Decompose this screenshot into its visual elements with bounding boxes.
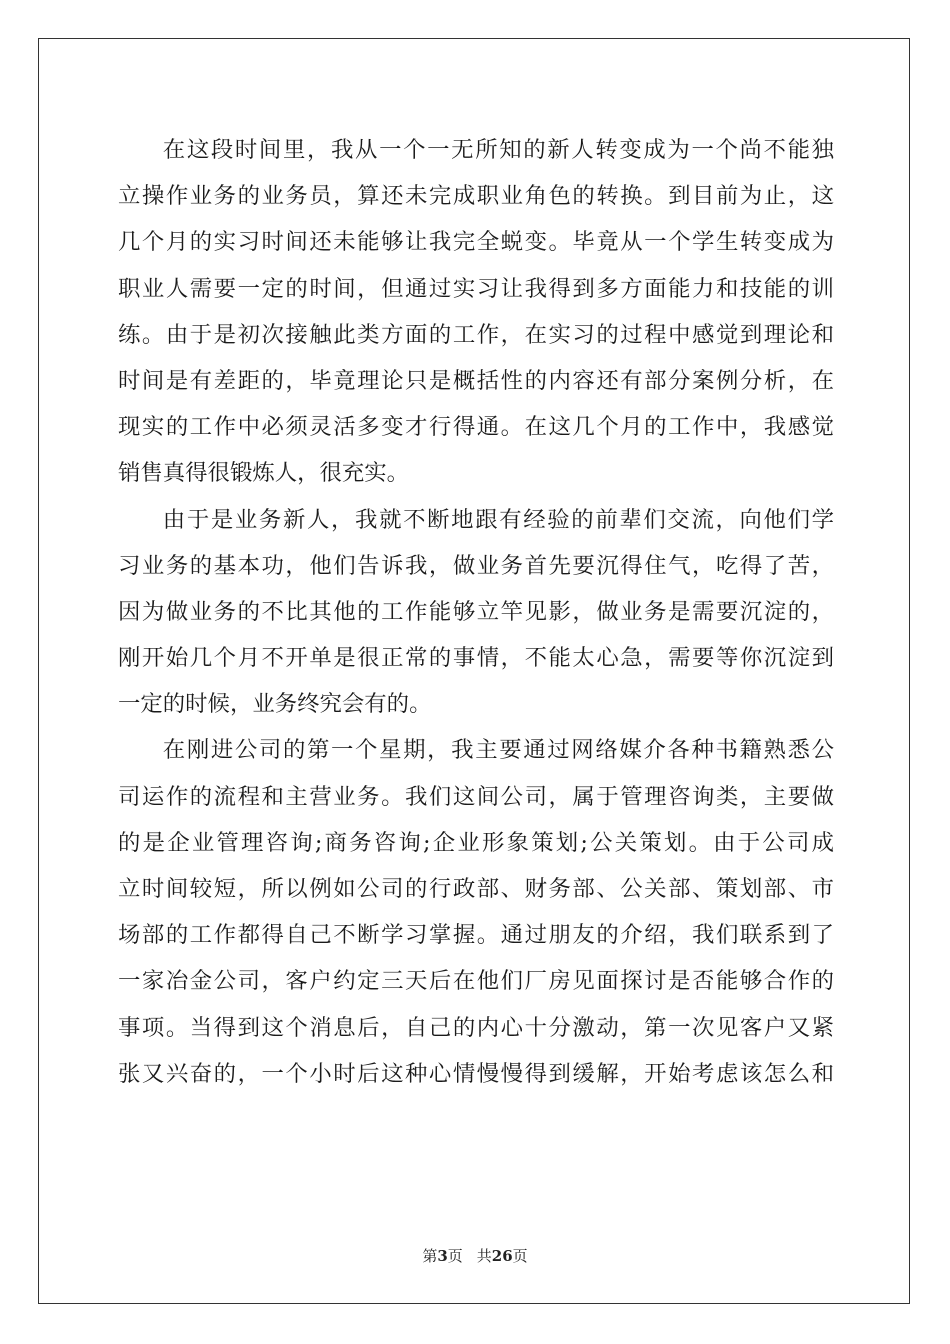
- text-line: 司运作的流程和主营业务。我们这间公司，属于管理咨询类，主要做: [118, 783, 834, 810]
- text-line: 现实的工作中必须灵活多变才行得通。在这几个月的工作中，我感觉: [118, 414, 834, 441]
- text-line: 在这段时间里，我从一个一无所知的新人转变成为一个尚不能独: [162, 137, 834, 163]
- text-line: 时间是有差距的，毕竟理论只是概括性的内容还有部分案例分析，在: [118, 367, 834, 394]
- text-line: 一定的时候，业务终究会有的。: [118, 691, 432, 718]
- text-line: 立时间较短，所以例如公司的行政部、财务部、公关部、策划部、市: [118, 876, 834, 902]
- text-line: 场部的工作都得自己不断学习掌握。通过朋友的介绍，我们联系到了: [118, 922, 834, 949]
- text-line: 立操作业务的业务员，算还未完成职业角色的转换。到目前为止，这: [118, 183, 834, 210]
- page-footer: [0, 1246, 950, 1266]
- total-suffix: 页: [512, 1247, 528, 1265]
- text-line: 事项。当得到这个消息后，自己的内心十分激动，第一次见客户又紧: [118, 1014, 834, 1041]
- text-line: 几个月的实习时间还未能够让我完全蜕变。毕竟从一个学生转变成为: [118, 229, 834, 256]
- text-line: 由于是业务新人，我就不断地跟有经验的前辈们交流，向他们学: [162, 506, 834, 533]
- paragraph-2: [118, 497, 834, 728]
- page-suffix: 页: [447, 1247, 463, 1265]
- document-body: [118, 127, 834, 1097]
- text-line: 练。由于是初次接触此类方面的工作，在实习的过程中感觉到理论和: [118, 321, 834, 348]
- text-line: 在刚进公司的第一个星期，我主要通过网络媒介各种书籍熟悉公: [162, 737, 834, 764]
- text-line: 因为做业务的不比其他的工作能够立竿见影，做业务是需要沉淀的，: [118, 598, 834, 625]
- page-number: 3: [437, 1247, 448, 1265]
- text-line: 职业人需要一定的时间，但通过实习让我得到多方面能力和技能的训: [118, 275, 834, 302]
- text-line: 刚开始几个月不开单是很正常的事情，不能太心急，需要等你沉淀到: [118, 645, 834, 672]
- total-prefix: 共: [476, 1247, 492, 1265]
- text-line: 张又兴奋的，一个小时后这种心情慢慢得到缓解，开始考虑该怎么和: [118, 1060, 834, 1087]
- text-line: 的是企业管理咨询;商务咨询;企业形象策划;公关策划。由于公司成: [118, 829, 834, 856]
- text-line: 一家冶金公司，客户约定三天后在他们厂房见面探讨是否能够合作的: [118, 968, 834, 995]
- text-line: 习业务的基本功，他们告诉我，做业务首先要沉得住气，吃得了苦，: [118, 552, 834, 579]
- paragraph-1: [118, 127, 834, 497]
- text-line: 销售真得很锻炼人，很充实。: [118, 460, 410, 487]
- page-prefix: 第: [422, 1247, 438, 1265]
- paragraph-3: [118, 727, 834, 1097]
- total-pages: 26: [491, 1247, 513, 1265]
